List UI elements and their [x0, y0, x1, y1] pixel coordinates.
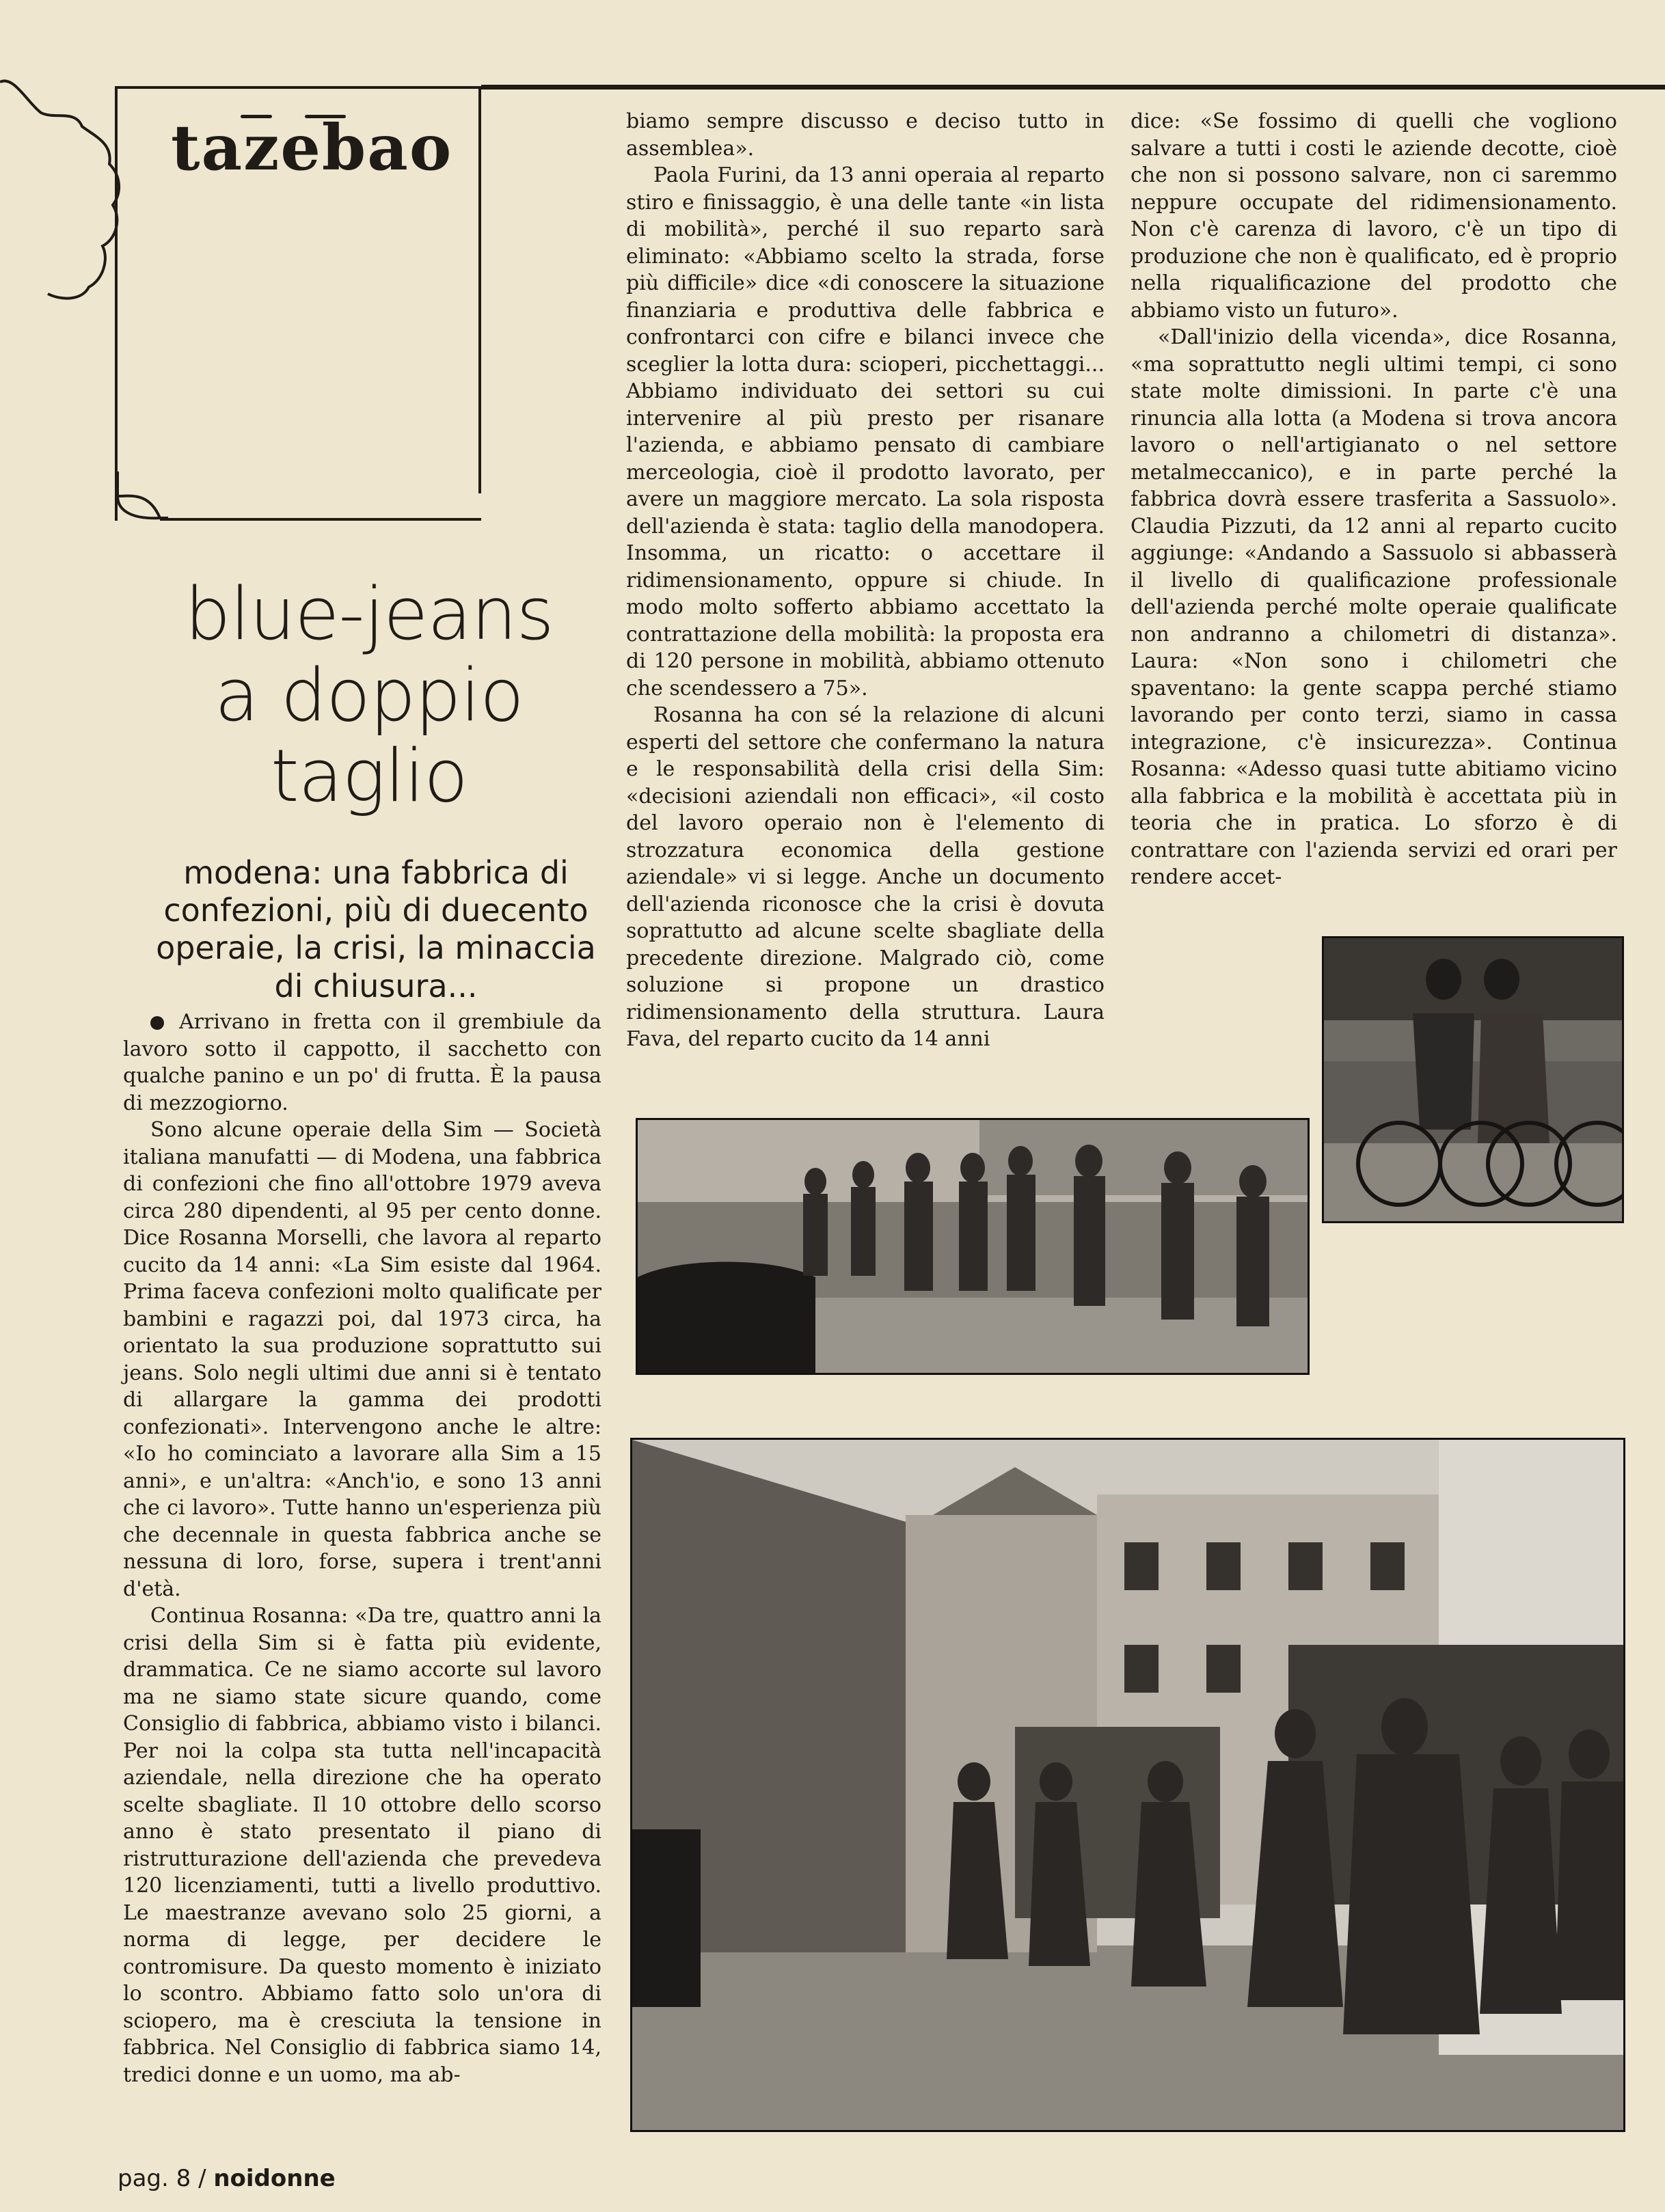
headline-line: a doppio — [215, 653, 524, 737]
paragraph: Arrivano in fretta con il grembiule da lavoro sotto il cappotto, il sacchetto con qualche panino e un po' di frutta. È la pausa di mezzogiorno. — [123, 1010, 601, 1115]
magazine-name: noidonne — [213, 2165, 336, 2192]
photo-workers-group — [636, 1118, 1310, 1375]
bullet-icon — [150, 1016, 164, 1030]
speech-bubble-edge — [0, 0, 123, 301]
box-bottom-edge — [160, 518, 481, 521]
article-column-2 — [626, 108, 1105, 1053]
paragraph: Continua Rosanna: «Da tre, quattro anni la crisi della Sim si è fatta più evidente, drammatica. Ce ne siamo accorte sul lavoro ma ne siamo state sicure quando, come Consiglio di fabbrica, abbiamo visto i bilanci. Per noi la colpa sta tutta nell'incapacità aziendale, nella direzione che ha operato scelte sbagliate. Il 10 ottobre dello scorso anno è stato presentato il piano di ristrutturazione dell'azienda che prevedeva 120 licenziamenti, tutti a livello produttivo. Le maestranze avevano solo 25 giorni, a norma di legge, per decidere le contromisure. Da questo momento è iniziato lo scontro. Abbiamo fatto solo un'ora di sciopero, ma è cresciuta la tensione in fabbrica. Nel Consiglio di fabbrica siamo 14, tredici donne e un uomo, ma ab- — [123, 1604, 601, 2087]
paragraph: dice: «Se fossimo di quelli che vogliono salvare a tutti i costi le aziende decotte, cioè che non si possono salvare, non ci saremmo neppure occupate del ridimensionamento. Non c'è carenza di lavoro, c'è un tipo di produzione che non è qualificato, ed è proprio nella riqualificazione del prodotto che abbiamo visto un futuro». — [1131, 109, 1617, 323]
photo-women-bicycles — [1322, 936, 1624, 1223]
paragraph: «Dall'inizio della vicenda», dice Rosanna, «ma soprattutto negli ultimi tempi, ci sono state molte dimissioni. In parte c'è una rinuncia alla lotta (a Modena si trova ancora lavoro o nell'artigianato o nel settore metalmeccanico), e in parte perché la fabbrica dovrà essere trasferita a Sassuolo». Claudia Pizzuti, da 12 anni al reparto cucito aggiunge: «Andando a Sassuolo si abbasserà il livello di qualificazione professionale dell'azienda perché molte operaie qualificate non andranno a chilometri di distanza». Laura: «Non sono i chilometri che spaventano: la gente scappa perché stiamo lavorando per conto terzi, siamo in cassa integrazione, c'è insicurezza». Continua Rosanna: «Adesso quasi tutte abitiamo vicino alla fabbrica e la mobilità è accettata più in teoria che in pratica. Lo sforzo è di contrattare con l'azienda servizi ed orari per rendere accet- — [1131, 325, 1617, 889]
paragraph: Paola Furini, da 13 anni operaia al reparto stiro e finissaggio, è una delle tante «in lista di mobilità», perché il suo reparto sarà eliminato: «Abbiamo scelto la strada, forse più difficile» dice «di conoscere la situazione finanziaria e produttiva delle fabbrica e confrontarci con cifre e bilanci invece che sceglier la lotta dura: scioperi, picchettaggi... Abbiamo individuato dei settori su cui intervenire al più presto per risanare l'azienda, e abbiamo pensato di cambiare merceologia, cioè il prodotto lavorato, per avere un maggiore mercato. La sola risposta dell'azienda è stata: taglio della manodopera. Insomma, un ricatto: o accettare il ridimensionamento, oppure si chiude. In modo molto sofferto abbiamo accettato la contrattazione della mobilità: la proposta era di 120 persone in mobilità, abbiamo ottenuto che scendessero a 75». — [626, 163, 1105, 700]
page-footer — [118, 2165, 336, 2192]
article-column-3 — [1131, 108, 1617, 891]
photo-factory-yard — [630, 1438, 1625, 2132]
headline-line: blue-jeans — [185, 572, 554, 656]
box-right-edge — [478, 86, 481, 493]
headline — [137, 574, 601, 817]
footer-separator: / — [198, 2165, 206, 2192]
paragraph: Sono alcune operaie della Sim — Società italiana manufatti — di Modena, una fabbrica di confezioni che fino all'ottobre 1979 aveva circa 280 dipendenti, al 95 per cento donne. Dice Rosanna Morselli, che lavora al reparto cucito da 14 anni: «La Sim esiste dal 1964. Prima faceva confezioni molto qualificate per bambini e ragazzi poi, dal 1973 circa, ha orientato la sua produzione soprattutto sui jeans. Solo negli ultimi due anni si è tentato di allargare la gamma dei prodotti confezionati». Intervengono anche le altre: «Io ho cominciato a lavorare alla Sim a 15 anni», e un'altra: «Anch'io, e sono 13 anni che ci lavoro». Tutte hanno un'esperienza più che decennale in questa fabbrica anche se nessuna di loro, forse, supera i trent'anni d'età. — [123, 1118, 601, 1601]
top-rule — [481, 85, 1665, 90]
page-curl-icon — [115, 472, 170, 521]
section-label: tazebao — [171, 111, 453, 185]
subheadline: modena: una fabbrica di confezioni, più di duecento operaie, la crisi, la minaccia di chiusura... — [156, 854, 596, 1005]
paragraph: biamo sempre discusso e deciso tutto in assemblea». — [626, 109, 1105, 161]
headline-line: taglio — [271, 734, 468, 819]
page-number: pag. 8 — [118, 2165, 191, 2192]
paragraph: Rosanna ha con sé la relazione di alcuni esperti del settore che confermano la natura e le responsabilità della crisi della Sim: «decisioni aziendali non efficaci», «il costo del lavoro operaio non è l'elemento di strozzatura economica della gestione aziendale» vi si legge. Anche un documento dell'azienda riconosce che la crisi è dovuta soprattutto ad alcune scelte sbagliate della precedente direzione. Malgrado ciò, come soluzione si propone un drastico ridimensionamento della struttura. Laura Fava, del reparto cucito da 14 anni — [626, 703, 1105, 1051]
article-column-1 — [123, 1009, 601, 2088]
